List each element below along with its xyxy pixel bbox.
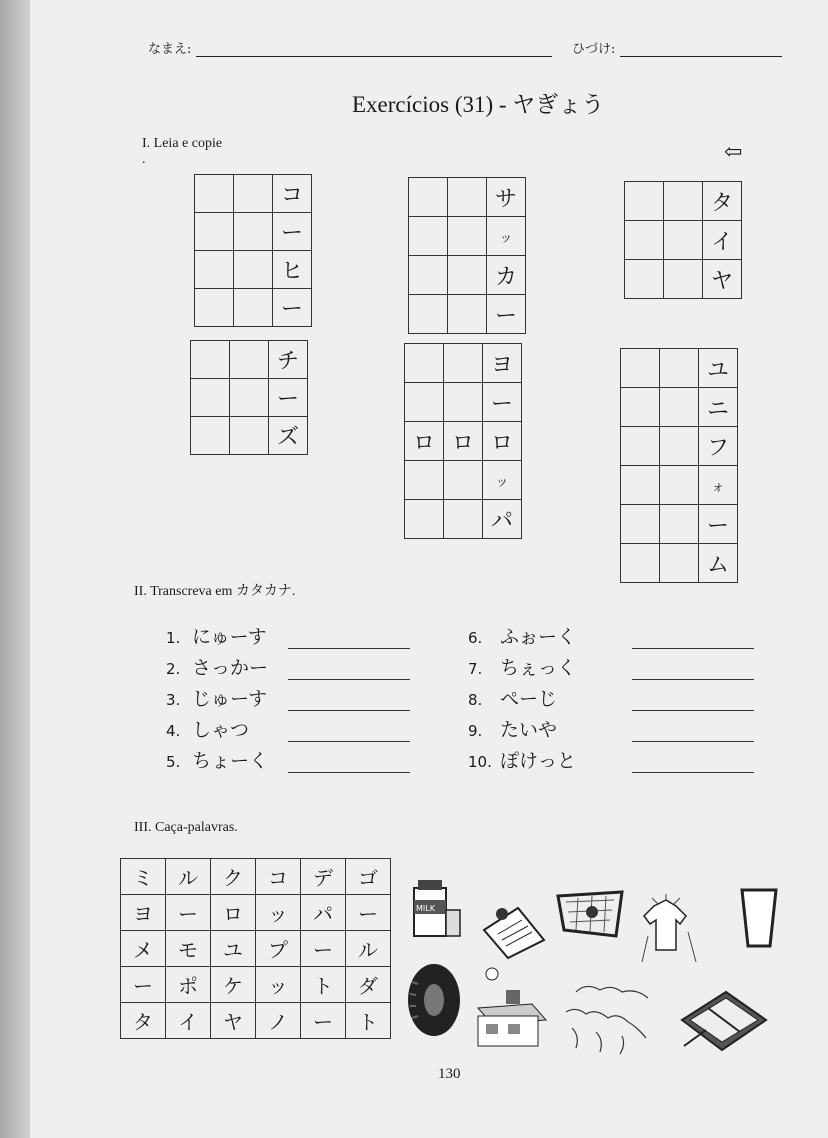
exercise-number: 5.	[166, 753, 181, 771]
notebook-icon	[676, 986, 770, 1058]
exercise-hiragana: さっかー	[192, 657, 269, 679]
word-search-cell[interactable]: ル	[166, 859, 211, 895]
grid-cell-empty[interactable]	[664, 260, 703, 299]
grid-cell-empty[interactable]	[660, 505, 699, 544]
grid-cell-empty[interactable]	[448, 217, 487, 256]
date-field	[572, 38, 782, 57]
word-search-cell[interactable]: ヤ	[211, 1003, 256, 1039]
grid-cell-empty[interactable]	[621, 544, 660, 583]
date-label: ひづけ:	[572, 42, 616, 57]
grid-cell-character: ー	[483, 383, 522, 422]
grid-cell-empty[interactable]	[195, 251, 234, 289]
exercise-hiragana: じゅーす	[192, 688, 268, 710]
word-search-cell[interactable]: ト	[346, 1003, 391, 1039]
grid-cell-empty[interactable]	[621, 466, 660, 505]
word-search-cell[interactable]: パ	[301, 895, 346, 931]
copy-grid-5	[404, 343, 522, 539]
grid-cell-character: ー	[273, 289, 312, 327]
word-search-cell[interactable]: ー	[121, 967, 166, 1003]
word-search-cell[interactable]: ミ	[121, 859, 166, 895]
copy-grid-2	[408, 177, 526, 334]
grid-cell-empty[interactable]	[448, 256, 487, 295]
grid-cell-character: タ	[703, 182, 742, 221]
grid-cell-empty[interactable]	[409, 217, 448, 256]
grid-cell-empty[interactable]	[405, 383, 444, 422]
pool-building-icon	[472, 964, 552, 1056]
section3-heading: III. Caça-palavras.	[134, 820, 238, 835]
answer-blank[interactable]	[632, 741, 754, 742]
grid-cell-empty[interactable]	[405, 500, 444, 539]
word-search-cell[interactable]: ユ	[211, 931, 256, 967]
europe-map-icon	[556, 978, 656, 1058]
grid-cell-empty[interactable]	[660, 544, 699, 583]
word-search-cell[interactable]: ダ	[346, 967, 391, 1003]
section1-bullet: .	[142, 152, 146, 167]
grid-cell-character: チ	[269, 341, 308, 379]
section2-heading: II. Transcreva em カタカナ.	[134, 584, 296, 599]
exercise-hiragana: しゃつ	[192, 719, 250, 741]
grid-cell-character: ロ	[483, 422, 522, 461]
grid-cell-empty[interactable]	[660, 427, 699, 466]
tire-icon	[404, 962, 464, 1038]
word-search-cell[interactable]: モ	[166, 931, 211, 967]
answer-blank[interactable]	[632, 648, 754, 649]
word-search-cell[interactable]: ロ	[211, 895, 256, 931]
grid-cell-empty[interactable]	[448, 295, 487, 334]
grid-cell-empty[interactable]	[625, 260, 664, 299]
page-title: Exercícios (31) - ヤぎょう	[352, 92, 605, 117]
exercise-number: 2.	[166, 660, 181, 678]
exercise-item	[166, 746, 268, 773]
exercise-hiragana: ふぉーく	[500, 626, 577, 648]
word-search-cell[interactable]: ー	[301, 931, 346, 967]
grid-cell-empty[interactable]	[621, 349, 660, 388]
exercise-item	[166, 653, 268, 680]
word-search-cell[interactable]: ル	[346, 931, 391, 967]
grid-cell-empty[interactable]	[230, 379, 269, 417]
grid-cell-empty[interactable]	[444, 344, 483, 383]
grid-cell-character: ロ	[405, 422, 444, 461]
exercise-hiragana: ちょーく	[192, 750, 269, 772]
word-search-grid	[120, 858, 391, 1039]
word-search-cell[interactable]: ー	[346, 895, 391, 931]
grid-cell-character: ォ	[699, 466, 738, 505]
answer-blank[interactable]	[288, 679, 410, 680]
milk-label: MILK	[416, 904, 435, 913]
grid-cell-empty[interactable]	[664, 221, 703, 260]
grid-cell-character: カ	[487, 256, 526, 295]
grid-cell-empty[interactable]	[448, 178, 487, 217]
answer-blank[interactable]	[632, 772, 754, 773]
answer-blank[interactable]	[288, 772, 410, 773]
exercise-item	[166, 684, 267, 711]
grid-cell-character: ヨ	[483, 344, 522, 383]
word-search-cell[interactable]: ノ	[256, 1003, 301, 1039]
exercise-hiragana: にゅーす	[192, 626, 267, 648]
exercise-hiragana: ぺーじ	[500, 688, 558, 710]
shirt-icon	[636, 892, 700, 970]
grid-cell-character: ー	[273, 213, 312, 251]
exercise-number: 3.	[166, 691, 181, 709]
word-search-cell[interactable]: ポ	[166, 967, 211, 1003]
memo-note-icon	[478, 900, 548, 960]
grid-cell-empty[interactable]	[195, 213, 234, 251]
grid-cell-character: イ	[703, 221, 742, 260]
word-search-cell[interactable]: ー	[301, 1003, 346, 1039]
exercise-hiragana: ちぇっく	[500, 657, 577, 679]
word-search-cell[interactable]: コ	[256, 859, 301, 895]
exercise-number: 9.	[468, 722, 483, 740]
milk-carton-icon	[406, 880, 466, 940]
word-search-cell[interactable]: ッ	[256, 967, 301, 1003]
exercise-item	[166, 715, 249, 742]
word-search-cell[interactable]: ー	[166, 895, 211, 931]
grid-cell-empty[interactable]	[660, 466, 699, 505]
grid-cell-character: ロ	[444, 422, 483, 461]
grid-cell-character: ー	[487, 295, 526, 334]
word-search-cell[interactable]: ト	[301, 967, 346, 1003]
book-spine-shadow	[0, 0, 30, 1138]
answer-blank[interactable]	[632, 710, 754, 711]
date-blank-line	[620, 56, 782, 57]
grid-cell-character: ニ	[699, 388, 738, 427]
answer-blank[interactable]	[632, 679, 754, 680]
grid-cell-empty[interactable]	[405, 461, 444, 500]
grid-cell-empty[interactable]	[625, 221, 664, 260]
grid-cell-empty[interactable]	[234, 251, 273, 289]
grid-cell-empty[interactable]	[409, 256, 448, 295]
word-search-cell[interactable]: プ	[256, 931, 301, 967]
exercise-number: 4.	[166, 722, 181, 740]
word-search-cell[interactable]: ッ	[256, 895, 301, 931]
exercise-item	[468, 746, 576, 773]
grid-cell-empty[interactable]	[195, 175, 234, 213]
exercise-item	[468, 653, 576, 680]
answer-blank[interactable]	[288, 741, 410, 742]
exercise-hiragana: ぽけっと	[500, 750, 577, 772]
page-number: 130	[438, 1066, 461, 1082]
word-search-cell[interactable]: ヨ	[121, 895, 166, 931]
grid-cell-empty[interactable]	[230, 417, 269, 455]
word-search-cell[interactable]: デ	[301, 859, 346, 895]
word-search-cell[interactable]: ケ	[211, 967, 256, 1003]
word-search-cell[interactable]: ク	[211, 859, 256, 895]
grid-cell-character: サ	[487, 178, 526, 217]
grid-cell-empty[interactable]	[660, 388, 699, 427]
grid-cell-empty[interactable]	[234, 175, 273, 213]
grid-cell-empty[interactable]	[405, 344, 444, 383]
grid-cell-character: ユ	[699, 349, 738, 388]
grid-cell-empty[interactable]	[409, 295, 448, 334]
answer-blank[interactable]	[288, 710, 410, 711]
exercise-item	[166, 622, 267, 649]
grid-cell-empty[interactable]	[191, 417, 230, 455]
copy-grid-3	[624, 181, 742, 299]
grid-cell-character: ヤ	[703, 260, 742, 299]
juice-glass-icon	[736, 884, 782, 952]
left-arrow-icon: ⇦	[724, 140, 743, 165]
grid-cell-empty[interactable]	[409, 178, 448, 217]
word-search-cell[interactable]: タ	[121, 1003, 166, 1039]
exercise-item	[468, 622, 576, 649]
exercise-item	[468, 684, 557, 711]
grid-cell-character: ズ	[269, 417, 308, 455]
word-search-cell[interactable]: ゴ	[346, 859, 391, 895]
copy-grid-4	[190, 340, 308, 455]
grid-cell-character: コ	[273, 175, 312, 213]
grid-cell-empty[interactable]	[625, 182, 664, 221]
exercise-hiragana: たいや	[500, 719, 558, 741]
copy-grid-1	[194, 174, 312, 327]
grid-cell-empty[interactable]	[664, 182, 703, 221]
copy-grid-6	[620, 348, 738, 583]
grid-cell-empty[interactable]	[191, 379, 230, 417]
name-field	[148, 38, 552, 57]
grid-cell-character: ッ	[483, 461, 522, 500]
grid-cell-empty[interactable]	[444, 500, 483, 539]
name-blank-line	[196, 56, 552, 57]
grid-cell-empty[interactable]	[195, 289, 234, 327]
exercise-number: 8.	[468, 691, 483, 709]
answer-blank[interactable]	[288, 648, 410, 649]
grid-cell-empty[interactable]	[234, 289, 273, 327]
exercise-number: 10.	[468, 753, 492, 771]
grid-cell-empty[interactable]	[444, 383, 483, 422]
grid-cell-empty[interactable]	[444, 461, 483, 500]
exercise-item	[468, 715, 557, 742]
grid-cell-empty[interactable]	[234, 213, 273, 251]
grid-cell-character: フ	[699, 427, 738, 466]
grid-cell-empty[interactable]	[621, 388, 660, 427]
name-label: なまえ:	[148, 42, 192, 57]
grid-cell-character: ヒ	[273, 251, 312, 289]
word-search-cell[interactable]: メ	[121, 931, 166, 967]
grid-cell-character: パ	[483, 500, 522, 539]
grid-cell-empty[interactable]	[621, 427, 660, 466]
exercise-number: 7.	[468, 660, 483, 678]
grid-cell-empty[interactable]	[191, 341, 230, 379]
section1-heading: I. Leia e copie	[142, 136, 223, 151]
word-search-cell[interactable]: イ	[166, 1003, 211, 1039]
grid-cell-character: ム	[699, 544, 738, 583]
exercise-number: 6.	[468, 629, 483, 647]
grid-cell-empty[interactable]	[621, 505, 660, 544]
soccer-goal-icon	[552, 886, 628, 942]
exercise-number: 1.	[166, 629, 181, 647]
grid-cell-character: ー	[269, 379, 308, 417]
grid-cell-character: ー	[699, 505, 738, 544]
grid-cell-character: ッ	[487, 217, 526, 256]
grid-cell-empty[interactable]	[230, 341, 269, 379]
grid-cell-empty[interactable]	[660, 349, 699, 388]
